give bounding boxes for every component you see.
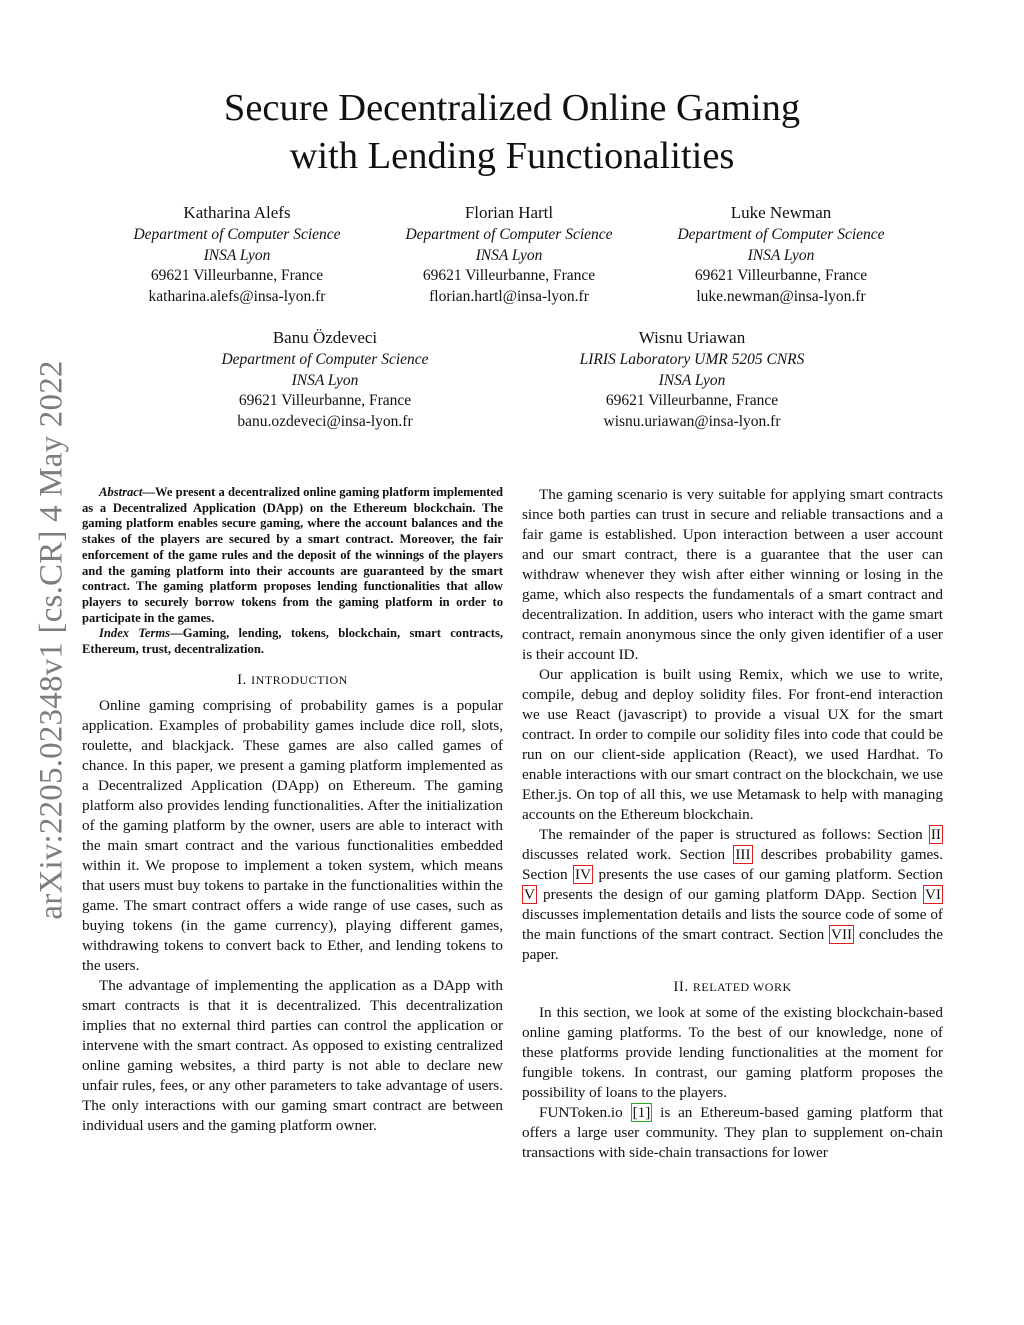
author-city: 69621 Villeurbanne, France [422,267,596,284]
section-ref-link[interactable]: IV [575,866,592,883]
structure-paragraph [522,825,943,965]
author-block-4 [190,327,460,432]
index-terms-text: —Gaming, lending, tokens, blockchain, smart contracts, Ethereum, trust, decentralization. [82,626,503,657]
structure-text: presents the design of our gaming platform DApp. Section [536,886,923,903]
section-title: RELATED WORK [692,980,792,994]
section-title: INTRODUCTION [251,672,348,687]
section-ref-link[interactable]: V [524,886,535,903]
author-institution: INSA Lyon [747,246,815,264]
author-email[interactable]: banu.ozdeveci@insa-lyon.fr [237,412,413,430]
author-email[interactable]: florian.hartl@insa-lyon.fr [429,287,589,305]
right-paragraph-1: The gaming scenario is very suitable for applying smart contracts since both parties can trust in secure and reliable transactions and a fair game is established. Upon interaction between a user account and our smart contract, there is a guarantee that the user can withdraw whenever they wish after either winning or losing in the game, which also respects the fundamentals of a smart contract and decentralization. In addition, users who interact with the game smart contract, remain anonymous since the only given identifier of a user is their account ID. [522,486,943,663]
abstract-text: —We present a decentralized online gaming platform implemented as a Decentralized Application (DApp) on the Ethereum blockchain. The gaming platform enables secure gaming, where the account balances and the stakes of the players are secured by a smart contract. Moreover, the fair enforcement of the game rules and the deposit of the winnings of the players and the gaming platform into their accounts are guaranteed by the smart contract. The gaming platform proposes lending functionalities that allow players to securely borrow tokens from the gaming platform in order to participate in the games. [82,485,503,625]
paper-title [0,84,1024,180]
related-paragraph: In this section, we look at some of the existing blockchain-based online gaming platforms. To the best of our knowledge, none of these platforms provide lending functionalities at the moment for fungible tokens. In contrast, our gaming platform proposes the possibility of loans to the players. [522,1004,943,1101]
author-block-5 [557,327,827,432]
section-number: II. [673,979,689,995]
author-email[interactable]: luke.newman@insa-lyon.fr [696,287,866,305]
intro-paragraph-1: Online gaming comprising of probability games is a popular application. Examples of probability games include dice roll, slots, roulette, and blackjack. These games are also called games of chance. In this paper, we present a gaming platform implemented as a Decentralized Application (DApp) on Ethereum. The gaming platform also provides lending functionalities. After the initialization of the gaming platform by the owner, users are able to interact with the main smart contract and the various functionalities embedded within it. We propose to implement a token system, which means that users must buy tokens to partake in the functionalities within the game. The smart contract offers a wide range of use cases, such as buying tokens (in the game currency), playing different games, withdrawing tokens to convert back to Ether, and lending tokens to the users. [82,696,503,974]
author-name: Banu Özdeveci [272,328,378,347]
structure-text: presents the use cases of our gaming platform. Section [593,866,943,883]
structure-text: The remainder of the paper is structured as follows: Section [539,826,929,843]
section-ref-link[interactable]: VI [924,886,941,903]
right-paragraph-2: Our application is built using Remix, which we use to write, compile, debug and deploy solidity files. For front-end interaction we use React (javascript) to provide a visual UX for the smart contract. In order to compile our solidity files into code that could be run on our client-side application (React), we used Hardhat. To enable interactions with our smart contract on the blockchain, we use Ether.js. On top of all this, we use Metamask to help with managing accounts on the Ethereum blockchain. [522,666,943,823]
author-department: Department of Computer Science [405,226,613,243]
author-city: 69621 Villeurbanne, France [694,267,868,284]
author-city: 69621 Villeurbanne, France [605,392,779,409]
title-line-1: Secure Decentralized Online Gaming [223,87,801,129]
title-line-2: with Lending Functionalities [289,135,735,177]
author-institution: INSA Lyon [475,246,543,264]
section-heading-introduction [82,670,503,690]
author-department: Department of Computer Science [133,226,341,243]
author-institution: INSA Lyon [291,371,359,389]
author-department: Department of Computer Science [677,226,885,243]
author-city: 69621 Villeurbanne, France [238,392,412,409]
author-block-3 [646,202,916,307]
section-heading-related-work [522,977,943,997]
right-column [522,485,943,1163]
author-department: LIRIS Laboratory UMR 5205 CNRS [579,351,805,368]
section-number: I. [237,671,247,688]
section-ref-link[interactable]: II [930,826,941,843]
structure-text: concludes the paper. [522,926,943,963]
author-block-1 [102,202,372,307]
funtoken-paragraph [522,1103,943,1163]
author-email[interactable]: katharina.alefs@insa-lyon.fr [148,287,326,305]
author-name: Wisnu Uriawan [638,328,746,347]
structure-text: describes probability games. Section [522,846,943,883]
abstract-label: Abstract [99,485,143,499]
abstract [82,485,503,626]
author-name: Katharina Alefs [183,203,291,222]
left-column [82,485,503,1136]
author-department: Department of Computer Science [221,351,429,368]
intro-paragraph-2: The advantage of implementing the application as a DApp with smart contracts is that it is decentralized. This decentralization implies that no external third parties can control the application or intervene with the smart contract. As opposed to existing centralized online gaming websites, a third party is not able to declare new unfair rules, fees, or any other parameters to take advantage of users. The only interactions with our gaming smart contract are between individual users and the gaming platform owner. [82,976,503,1134]
index-terms [82,626,503,657]
author-name: Florian Hartl [464,203,554,222]
structure-text: discusses implementation details and lists the source code of some of the main functions of the smart contract. Section [522,906,943,943]
arxiv-identifier: arXiv:2205.02348v1 [cs.CR] 4 May 2022 [33,360,70,920]
index-terms-label: Index Terms [99,626,171,641]
section-ref-link[interactable]: VII [831,926,853,943]
author-block-2 [374,202,644,307]
author-institution: INSA Lyon [658,371,726,389]
author-city: 69621 Villeurbanne, France [150,267,324,284]
author-name: Luke Newman [730,203,832,222]
funtoken-text: is an Ethereum-based gaming platform that offers a large user community. They plan to supplement on-chain transactions with side-chain transactions for lower [522,1104,944,1161]
funtoken-text: FUNToken.io [539,1104,631,1121]
section-ref-link[interactable]: III [735,846,751,863]
structure-text: discusses related work. Section [522,846,734,863]
citation-link[interactable]: [1] [632,1104,651,1121]
author-institution: INSA Lyon [203,246,271,264]
author-email[interactable]: wisnu.uriawan@insa-lyon.fr [603,412,781,430]
